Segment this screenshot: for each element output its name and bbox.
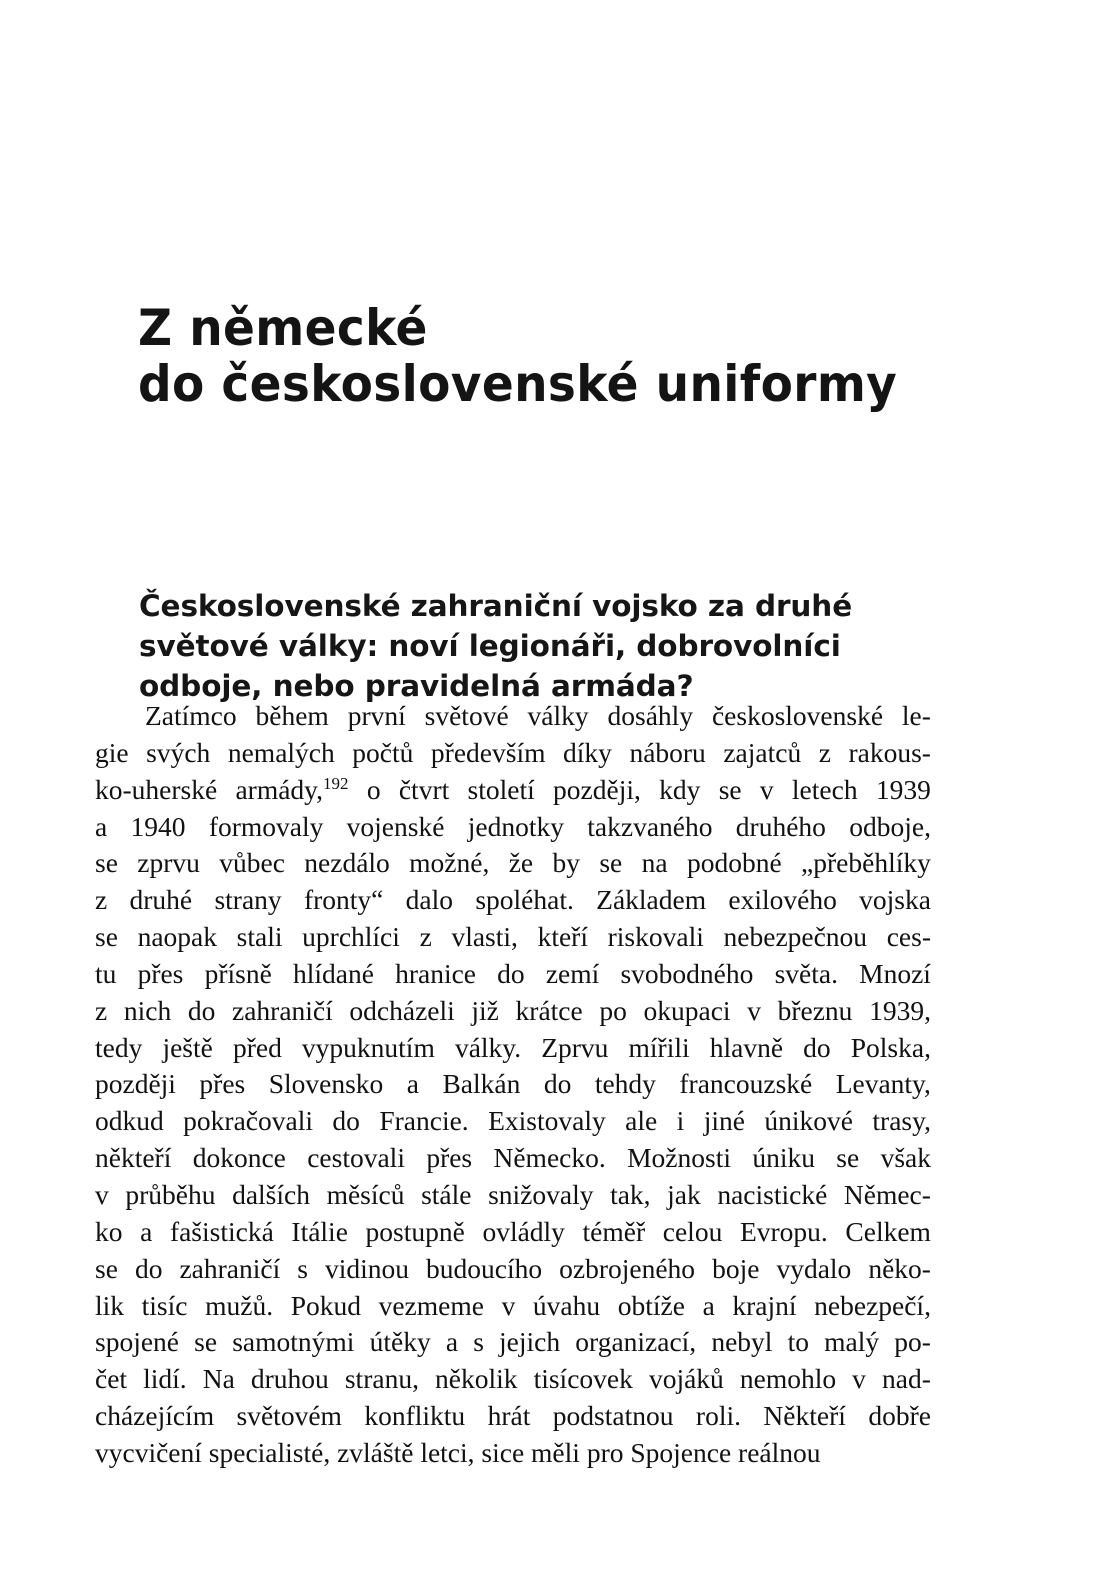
body-word: možné,	[409, 847, 490, 879]
body-word: o	[366, 773, 381, 805]
body-word: s	[473, 1326, 484, 1358]
body-word: gie	[95, 736, 129, 768]
body-paragraph	[95, 698, 931, 1472]
body-word: pokračovali	[183, 1105, 313, 1137]
body-word: do	[187, 994, 216, 1026]
body-word: později,	[553, 773, 641, 805]
body-word: fronty“	[303, 884, 384, 916]
body-word: v	[759, 773, 774, 805]
body-line	[95, 1214, 931, 1251]
body-word: Pokud	[290, 1289, 361, 1321]
body-word: Zprvu	[541, 1031, 609, 1063]
body-word: někteří	[95, 1142, 172, 1174]
body-word: dalších	[232, 1178, 310, 1210]
body-word: hlavně	[709, 1031, 784, 1063]
body-word: tak,	[610, 1178, 651, 1210]
body-word: krátce	[515, 994, 583, 1026]
body-word: cházejícím	[95, 1400, 215, 1432]
body-word: podstatnou	[552, 1400, 674, 1432]
body-word: jiné	[703, 1105, 745, 1137]
chapter-title-line-1: Z německé	[138, 298, 428, 357]
body-word: nacistické	[717, 1178, 828, 1210]
body-line	[95, 698, 931, 735]
body-word: čtvrt	[398, 773, 450, 805]
body-word: Zatímco	[145, 700, 237, 731]
body-word: Němec-	[843, 1178, 931, 1210]
body-line	[95, 1140, 931, 1177]
body-word: zahraničí	[232, 994, 333, 1026]
body-word: do	[803, 1031, 831, 1063]
body-word: snižovaly	[488, 1178, 594, 1210]
body-word: nezdálo	[304, 847, 390, 879]
body-word: vidinou	[324, 1252, 409, 1284]
body-word: hrát	[487, 1400, 531, 1432]
body-word: krajní	[732, 1289, 797, 1321]
body-word: přes	[426, 1142, 473, 1174]
body-word: ještě	[162, 1031, 213, 1063]
body-word: nad-	[881, 1363, 931, 1395]
body-word: budoucího	[426, 1252, 543, 1284]
body-word: vojska	[859, 884, 931, 916]
body-word: úniku	[752, 1142, 815, 1174]
body-word: okupaci	[643, 994, 731, 1026]
body-word: Mnozí	[859, 957, 931, 989]
body-word: však	[880, 1142, 931, 1174]
body-word: druhé	[129, 884, 193, 916]
body-word: uprchlíci	[302, 921, 400, 953]
body-line	[95, 1251, 931, 1288]
body-word: především	[430, 736, 546, 768]
body-word: přes	[137, 957, 184, 989]
body-word: dobře	[868, 1400, 931, 1432]
body-word: měli	[531, 1436, 580, 1468]
body-word: průběhu	[125, 1178, 216, 1210]
body-word: něko-	[868, 1252, 931, 1284]
body-word: le-	[901, 700, 931, 731]
body-word: přes	[199, 1068, 246, 1100]
body-word: druhou	[250, 1363, 329, 1395]
body-word: naopak	[137, 921, 217, 953]
body-word: roli.	[695, 1400, 741, 1432]
body-line	[95, 1288, 931, 1325]
body-word: se	[95, 847, 118, 879]
body-word: úvahu	[532, 1289, 601, 1321]
body-word: svých	[146, 736, 211, 768]
body-word: během	[255, 700, 329, 731]
body-word: dosáhly	[607, 700, 694, 731]
body-word: Celkem	[845, 1215, 931, 1247]
body-word: několik	[435, 1363, 518, 1395]
body-word: kdy	[659, 773, 701, 805]
body-word: a	[445, 1326, 459, 1358]
body-word: francouzské	[679, 1068, 813, 1100]
body-word: zahraničí	[179, 1252, 281, 1284]
body-word: hranice	[395, 957, 476, 989]
body-word: vydalo	[776, 1252, 852, 1284]
body-line	[95, 1324, 931, 1361]
body-word: v	[501, 1289, 516, 1321]
body-word: tisíc	[141, 1289, 188, 1321]
body-word: vypuknutím	[301, 1031, 435, 1063]
body-word: exilového	[728, 884, 837, 916]
body-word: vojáků	[648, 1363, 724, 1395]
body-word: vojenské	[346, 810, 445, 842]
body-word: a	[702, 1289, 715, 1321]
body-word: svobodného	[620, 957, 754, 989]
body-word: století	[467, 773, 535, 805]
body-word: z	[95, 884, 108, 916]
body-word: v	[747, 994, 761, 1026]
body-word: mužů.	[205, 1289, 274, 1321]
body-word: Evropu.	[739, 1215, 828, 1247]
body-word: tu	[95, 957, 117, 989]
body-word: zemí	[545, 957, 600, 989]
body-word: Francie.	[379, 1105, 469, 1137]
body-word: do	[332, 1105, 360, 1137]
body-word: války.	[454, 1031, 522, 1063]
body-word: samotnými	[232, 1326, 355, 1358]
body-word: Možnosti	[627, 1142, 731, 1174]
body-word: a	[95, 810, 108, 842]
body-word: malý	[824, 1326, 880, 1358]
body-word: Slovensko	[268, 1068, 384, 1100]
body-word: náboru	[629, 736, 706, 768]
body-word: letech	[791, 773, 858, 805]
section-heading-line-1: Československé zahraniční vojsko za druhé	[139, 589, 853, 624]
body-word: československé	[711, 700, 884, 731]
body-word: počtů	[352, 736, 414, 768]
body-word: nebezpečí,	[814, 1289, 931, 1321]
body-word: nebyl	[711, 1326, 773, 1358]
body-word: do	[134, 1252, 163, 1284]
body-word: později	[95, 1068, 176, 1100]
body-word: se	[95, 1252, 118, 1284]
body-word: do	[497, 957, 525, 989]
body-word: se	[194, 1326, 218, 1358]
body-word: konfliktu	[364, 1400, 466, 1432]
body-word: armády,$^{192}$	[235, 773, 349, 805]
body-word: světovém	[236, 1400, 342, 1432]
body-word: nebezpečnou	[723, 921, 868, 953]
body-word: strany	[214, 884, 282, 916]
body-word: rakous-	[848, 736, 931, 768]
body-word: lik	[95, 1289, 125, 1321]
body-word: druhého	[735, 810, 826, 842]
body-word: pro	[586, 1436, 624, 1468]
body-word: jednotky	[467, 810, 564, 842]
body-word: nemohlo	[739, 1363, 837, 1395]
chapter-title-line-2: do československé uniformy	[138, 354, 898, 413]
body-word: ko-uherské	[95, 773, 218, 805]
body-word: stále	[421, 1178, 472, 1210]
body-word: reálnou	[738, 1436, 821, 1468]
body-word: dokonce	[192, 1142, 286, 1174]
body-word: ko	[95, 1215, 123, 1247]
body-line	[95, 1177, 931, 1214]
body-word: vycvičení	[95, 1436, 202, 1468]
body-word: kteří	[537, 921, 588, 953]
body-word: přísně	[204, 957, 272, 989]
chapter-title	[138, 300, 909, 412]
body-word: specialisté,	[208, 1436, 331, 1468]
body-word: březnu	[777, 994, 853, 1026]
body-word: riskovali	[607, 921, 704, 953]
body-line	[95, 845, 931, 882]
body-word: i	[676, 1105, 685, 1137]
body-word: čet	[95, 1363, 128, 1395]
body-word: již	[471, 994, 499, 1026]
body-word: Německo.	[493, 1142, 606, 1174]
body-line	[95, 993, 931, 1030]
body-word: odcházeli	[349, 994, 455, 1026]
body-word: zajatců	[723, 736, 802, 768]
body-word: po	[599, 994, 627, 1026]
body-line	[95, 956, 931, 993]
body-word: ale	[625, 1105, 658, 1137]
body-word: Na	[202, 1363, 235, 1395]
body-word: takzvaného	[587, 810, 713, 842]
body-word: jejich	[499, 1326, 561, 1358]
body-word: ovládly	[482, 1215, 565, 1247]
body-word: lidí.	[143, 1363, 187, 1395]
body-line	[95, 735, 931, 772]
body-word: celou	[662, 1215, 723, 1247]
body-word: Někteří	[763, 1400, 846, 1432]
body-word: sice	[481, 1436, 525, 1468]
body-word: měsíců	[326, 1178, 405, 1210]
body-word: v	[95, 1178, 109, 1210]
body-word: tedy	[95, 1031, 143, 1063]
body-word: ozbrojeného	[559, 1252, 696, 1284]
body-word: stali	[236, 921, 283, 953]
body-word: Levanty,	[835, 1068, 931, 1100]
body-word: díky	[563, 736, 612, 768]
body-word: Itálie	[291, 1215, 348, 1247]
body-word: nich	[123, 994, 172, 1026]
body-word: dalo	[405, 884, 454, 916]
body-line	[95, 882, 931, 919]
body-word: se	[599, 847, 623, 879]
section-heading-line-2: světové války: noví legionáři, dobrovolníci	[139, 629, 841, 664]
body-word: odboje,	[849, 810, 931, 842]
body-word: ces-	[886, 921, 931, 953]
body-word: první	[347, 700, 406, 731]
body-word: vlasti,	[451, 921, 518, 953]
body-word: před	[232, 1031, 282, 1063]
body-line	[95, 1030, 931, 1067]
body-line	[95, 1435, 931, 1472]
body-word: odkud	[95, 1105, 164, 1137]
body-word: Základem	[596, 884, 707, 916]
body-word: Polska,	[850, 1031, 931, 1063]
body-word: téměř	[582, 1215, 646, 1247]
body-word: tehdy	[594, 1068, 656, 1100]
body-word: tisícovek	[533, 1363, 633, 1395]
body-word: do	[543, 1068, 572, 1100]
body-line	[95, 1398, 931, 1435]
body-line	[95, 919, 931, 956]
body-word: války	[527, 700, 589, 731]
body-word: postupně	[365, 1215, 465, 1247]
body-word: vezmeme	[378, 1289, 484, 1321]
body-word: z	[818, 736, 831, 768]
body-word: únikové	[764, 1105, 853, 1137]
body-word: to	[787, 1326, 809, 1358]
body-word: že	[508, 847, 534, 879]
body-line	[95, 1361, 931, 1398]
body-word: jak	[667, 1178, 701, 1210]
body-word: boje	[712, 1252, 760, 1284]
body-word: spojené	[95, 1326, 180, 1358]
body-word: Balkán	[442, 1068, 521, 1100]
body-word: světa.	[774, 957, 838, 989]
body-word: útěky	[369, 1326, 431, 1358]
body-word: Existovaly	[488, 1105, 606, 1137]
body-line	[95, 1066, 931, 1103]
body-word: Spojence	[630, 1436, 732, 1468]
body-word: z	[95, 994, 108, 1026]
body-word: na	[641, 847, 668, 879]
body-word: z	[419, 921, 432, 953]
body-word: zvláště	[337, 1436, 414, 1468]
body-word: fašistická	[169, 1215, 274, 1247]
body-line	[95, 809, 931, 846]
body-word: se	[718, 773, 742, 805]
body-word: „přeběhlíky	[801, 847, 931, 879]
body-word: letci,	[420, 1436, 475, 1468]
body-word: zprvu	[137, 847, 200, 879]
body-word: 1940	[130, 810, 186, 842]
body-word: mířili	[628, 1031, 690, 1063]
body-word: hlídané	[292, 957, 374, 989]
body-word: organizací,	[575, 1326, 697, 1358]
body-word: a	[140, 1215, 153, 1247]
section-heading-line-3: odboje, nebo pravidelná armáda?	[139, 669, 694, 704]
body-word: nemalých	[227, 736, 335, 768]
footnote-marker: 192	[323, 773, 349, 793]
body-word: trasy,	[872, 1105, 931, 1137]
body-word: vůbec	[219, 847, 285, 879]
body-word: podobné	[686, 847, 782, 879]
body-word: obtíže	[617, 1289, 685, 1321]
body-line	[95, 1103, 931, 1140]
body-word: stranu,	[344, 1363, 419, 1395]
body-word: 1939	[875, 773, 931, 805]
body-word: cestovali	[307, 1142, 405, 1174]
body-word: se	[836, 1142, 860, 1174]
body-word: a	[406, 1068, 419, 1100]
body-word: světové	[424, 700, 509, 731]
body-word: s	[297, 1252, 308, 1284]
body-word: po-	[894, 1326, 931, 1358]
body-word: 1939,	[869, 994, 931, 1026]
body-word: formovaly	[208, 810, 324, 842]
section-heading	[139, 586, 879, 706]
body-word: by	[552, 847, 580, 879]
body-word: v	[852, 1363, 866, 1395]
body-word: se	[95, 921, 118, 953]
body-line	[95, 772, 931, 809]
body-word: spoléhat.	[475, 884, 574, 916]
